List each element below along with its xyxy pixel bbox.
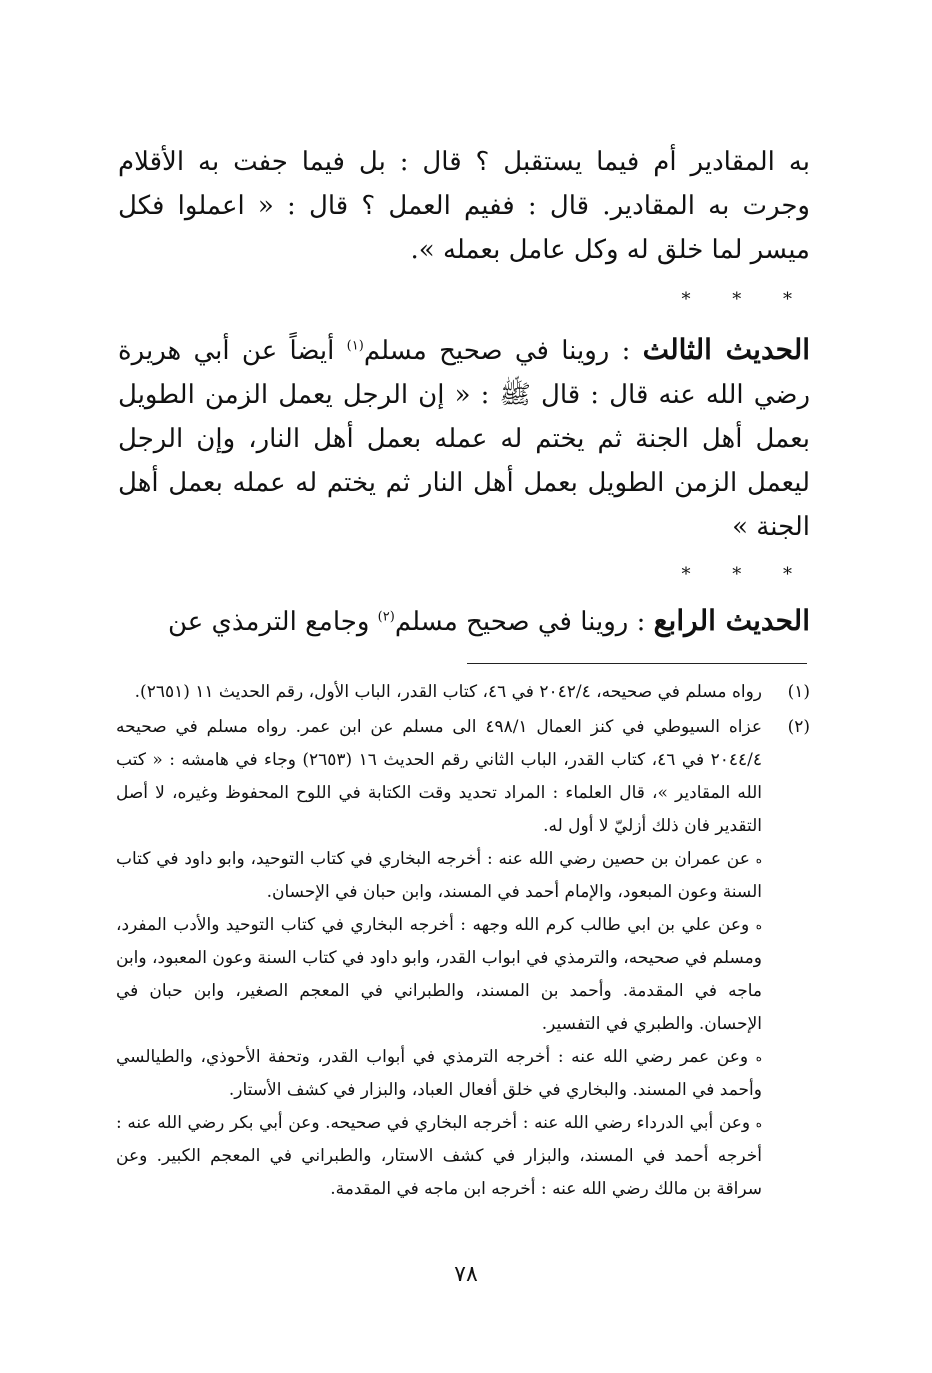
footnote-text (116, 676, 762, 709)
hadith-4-text: وجامع الترمذي عن (167, 607, 370, 637)
footnote-divider (467, 663, 807, 664)
hadith-3-text: أيضاً عن أبي هريرة رضي الله عنه قال : قال ﷺ : « إن الرجل يعمل الزمن الطويل بعمل أهل الجنة ثم يختم له عمله بعمل أهل النار، وإن الرجل ليعمل الزمن الطويل بعمل أهل النار ثم يختم له عمله بعمل أهل الجنة » (118, 336, 810, 542)
paragraph-continuation: به المقادير أم فيما يستقبل ؟ قال : بل فيما جفت به الأقلام وجرت به المقادير. قال : ففيم العمل ؟ قال : « اعملوا فكل ميسر لما خلق له وكل عامل بعمله ». (118, 147, 810, 265)
hadith-3-paragraph (118, 328, 810, 549)
hadith-3-title: الحديث الثالث (642, 333, 811, 366)
footnote-2 (116, 711, 810, 1206)
footnote-ref-2: (٢) (377, 609, 395, 625)
hadith-4-paragraph (118, 599, 810, 644)
footnote-text (116, 711, 762, 1206)
hadith-3-intro: : روينا في صحيح مسلم (363, 336, 631, 366)
footnote-2-sub-4: ه وعن أبي الدرداء رضي الله عنه : أخرجه البخاري في صحيحه. وعن أبي بكر رضي الله عنه : أخرجه أحمد في المسند، والبزار في كشف الاستار، والطبراني في المعجم الكبير. وعن سراقة بن مالك رضي الله عنه : أخرجه ابن ماجه في المقدمة. (116, 1113, 762, 1199)
footnote-2-text: عزاه السيوطي في كنز العمال ٤٩٨/١ الى مسلم عن ابن عمر. رواه مسلم في صحيحه ٢٠٤٤/٤ في ٤٦، كتاب القدر، الباب الثاني رقم الحديث ١٦ (٢٦٥٣) وجاء في هامشه : « كتب الله المقادير »، قال العلماء : المراد تحديد وقت الكتابة في اللوح المحفوظ وغيره، لا أصل التقدير فان ذلك أزليّ لا أول له. (116, 717, 762, 836)
bullet-icon: ه (755, 852, 762, 866)
section-separator: * * * (681, 289, 810, 310)
footnote-1 (116, 676, 810, 709)
main-text (118, 140, 810, 644)
footnote-1-text: رواه مسلم في صحيحه، ٢٠٤٢/٤ في ٤٦، كتاب القدر، الباب الأول، رقم الحديث ١١ (٢٦٥١). (134, 682, 762, 702)
footnote-ref-1: (١) (346, 338, 364, 354)
page-number: ٧٨ (454, 1262, 478, 1287)
section-separator-2: * * * (681, 564, 810, 585)
bullet-icon: ه (755, 1050, 762, 1064)
footnote-2-sub-2: ه وعن علي بن ابي طالب كرم الله وجهه : أخرجه البخاري في كتاب التوحيد والأدب المفرد، ومسلم في صحيحه، والترمذي في ابواب القدر، وابو داود في كتاب السنة وعون المعبود، وابن ماجه في المقدمة. وأحمد بن المسند، والطبراني في المعجم الصغير، وابن حبان في الإحسان. والطبري في التفسير. (116, 915, 763, 1034)
footnotes (116, 676, 810, 1208)
footnote-number: (١) (787, 682, 810, 702)
hadith-4-title: الحديث الرابع (653, 604, 810, 637)
bullet-icon: ه (755, 918, 763, 932)
footnote-2-sub-1: ه عن عمران بن حصين رضي الله عنه : أخرجه البخاري في كتاب التوحيد، وابو داود في كتاب السنة وعون المبعود، والإمام أحمد في المسند، وابن حبان في الإحسان. (116, 849, 762, 902)
footnote-number: (٢) (787, 717, 810, 737)
bullet-icon: ه (755, 1116, 762, 1130)
hadith-4-intro: : روينا في صحيح مسلم (394, 607, 646, 637)
footnote-2-sub-3: ه وعن عمر رضي الله عنه : أخرجه الترمذي في أبواب القدر، وتحفة الأحوذي، والطيالسي وأحمد في المسند. والبخاري في خلق أفعال العباد، والبزار في كشف الأستار. (116, 1047, 762, 1100)
